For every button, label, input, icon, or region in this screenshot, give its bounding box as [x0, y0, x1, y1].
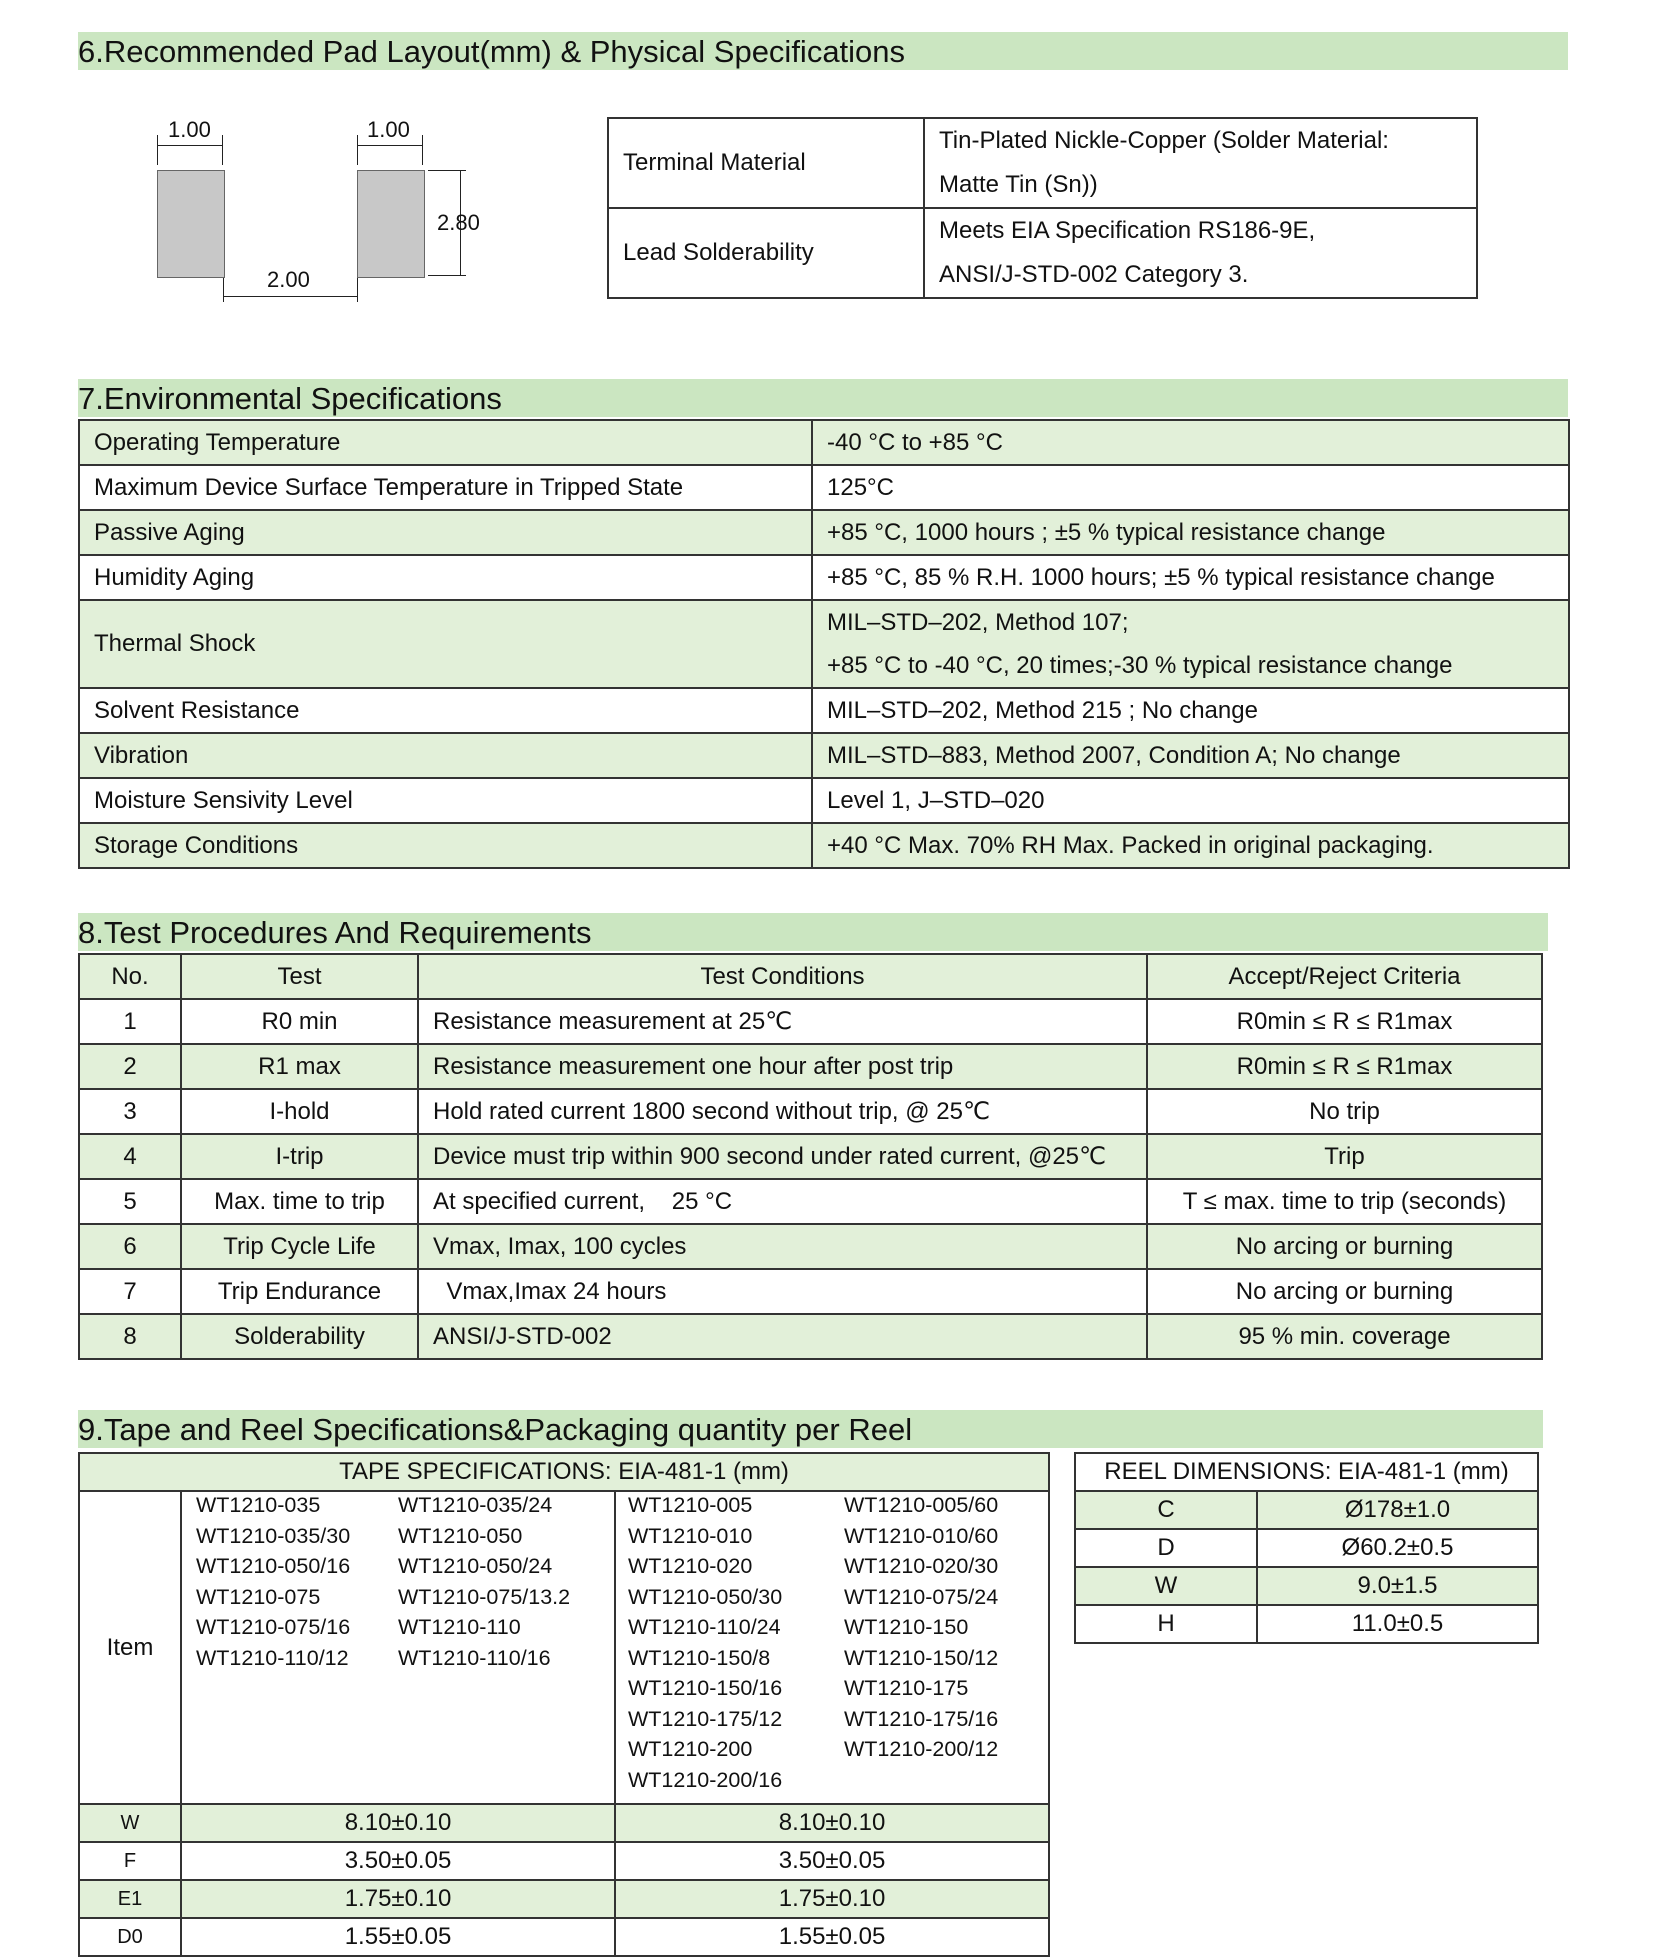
part-number: WT1210-020 — [628, 1554, 753, 1578]
table-row: 8 Solderability ANSI/J-STD-002 95 % min. coverage — [79, 1314, 1542, 1359]
part-number: WT1210-200 — [628, 1737, 753, 1761]
part-number: WT1210-175/16 — [844, 1706, 999, 1731]
part-list — [398, 1490, 570, 1673]
part-number: WT1210-110/12 — [196, 1645, 349, 1670]
table-row: C Ø178±1.0 — [1075, 1491, 1538, 1529]
spec-value: Meets EIA Specification RS186-9E, ANSI/J-STD-002 Category 3. — [924, 208, 1477, 298]
part-number: WT1210-175/12 — [628, 1706, 783, 1731]
table-row: Thermal Shock MIL–STD–202, Method 107; +85 °C to -40 °C, 20 times;-30 % typical resistance change — [79, 600, 1569, 688]
col-header: Accept/Reject Criteria — [1147, 954, 1542, 999]
section-9-title: 9.Tape and Reel Specifications&Packaging quantity per Reel — [78, 1410, 1543, 1448]
table-row: Vibration MIL–STD–883, Method 2007, Condition A; No change — [79, 733, 1569, 778]
item-label: Item — [79, 1491, 181, 1804]
col-header: Test Conditions — [418, 954, 1147, 999]
table-row: 2 R1 max Resistance measurement one hour after post trip R0min ≤ R ≤ R1max — [79, 1044, 1542, 1089]
table-row: D Ø60.2±0.5 — [1075, 1529, 1538, 1567]
part-number: WT1210-075/13.2 — [398, 1584, 571, 1609]
spec-label: Lead Solderability — [608, 208, 924, 298]
part-number: WT1210-150/12 — [844, 1645, 999, 1670]
part-number: WT1210-010/60 — [844, 1523, 999, 1548]
part-number: WT1210-005/60 — [844, 1493, 999, 1517]
part-list — [844, 1490, 998, 1765]
part-number: WT1210-110 — [398, 1615, 521, 1639]
table-row: Maximum Device Surface Temperature in Tripped State 125°C — [79, 465, 1569, 510]
dim-pad1-width: 1.00 — [168, 117, 211, 142]
table-header-row — [79, 1453, 1049, 1491]
part-list — [196, 1490, 350, 1673]
table-header-row — [1075, 1453, 1538, 1491]
table-row: Solvent Resistance MIL–STD–202, Method 215 ; No change — [79, 688, 1569, 733]
table-row: E1 1.75±0.10 1.75±0.10 — [79, 1880, 1049, 1918]
table-row: Operating Temperature -40 °C to +85 °C — [79, 420, 1569, 465]
tape-spec-header: TAPE SPECIFICATIONS: EIA-481-1 (mm) — [79, 1453, 1049, 1491]
reel-dimensions-table — [1074, 1452, 1539, 1644]
table-row: 3 I-hold Hold rated current 1800 second without trip, @ 25℃ No trip — [79, 1089, 1542, 1134]
left-pad — [157, 170, 225, 278]
section-7-title: 7.Environmental Specifications — [78, 379, 1568, 417]
table-row: Storage Conditions +40 °C Max. 70% RH Max. Packed in original packaging. — [79, 823, 1569, 868]
table-row: 7 Trip Endurance Vmax,Imax 24 hours No arcing or burning — [79, 1269, 1542, 1314]
physical-spec-table — [607, 117, 1478, 299]
table-row: F 3.50±0.05 3.50±0.05 — [79, 1842, 1049, 1880]
test-procedures-table — [78, 953, 1543, 1360]
part-number: WT1210-150/8 — [628, 1645, 771, 1670]
part-number: WT1210-075/16 — [196, 1615, 351, 1639]
col-header: No. — [79, 954, 181, 999]
table-row: Humidity Aging +85 °C, 85 % R.H. 1000 hours; ±5 % typical resistance change — [79, 555, 1569, 600]
table-row — [79, 1491, 1049, 1804]
table-row: 5 Max. time to trip At specified current, 25 °C T ≤ max. time to trip (seconds) — [79, 1179, 1542, 1224]
dim-pad2-width: 1.00 — [367, 117, 410, 142]
part-list — [628, 1490, 782, 1795]
table-row: W 8.10±0.10 8.10±0.10 — [79, 1804, 1049, 1842]
table-row — [608, 118, 1477, 208]
environmental-spec-table — [78, 419, 1570, 869]
dim-pad-height: 2.80 — [437, 210, 480, 235]
part-number: WT1210-050/30 — [628, 1584, 783, 1609]
col-header: Test — [181, 954, 418, 999]
reel-dim-header: REEL DIMENSIONS: EIA-481-1 (mm) — [1075, 1453, 1538, 1491]
part-number: WT1210-150 — [844, 1615, 969, 1639]
part-number: WT1210-200/12 — [844, 1737, 999, 1761]
part-number: WT1210-005 — [628, 1493, 753, 1517]
part-number: WT1210-035/30 — [196, 1523, 351, 1548]
part-number: WT1210-110/16 — [398, 1645, 551, 1670]
table-row: D0 1.55±0.05 1.55±0.05 — [79, 1918, 1049, 1956]
part-number: WT1210-200/16 — [628, 1767, 783, 1792]
section-8-title: 8.Test Procedures And Requirements — [78, 913, 1548, 951]
table-header-row — [79, 954, 1542, 999]
table-row: 1 R0 min Resistance measurement at 25℃ R0min ≤ R ≤ R1max — [79, 999, 1542, 1044]
part-number: WT1210-035 — [196, 1493, 321, 1517]
part-number: WT1210-050/24 — [398, 1554, 553, 1578]
part-number: WT1210-050 — [398, 1523, 523, 1548]
table-row: H 11.0±0.5 — [1075, 1605, 1538, 1643]
part-group-2 — [615, 1491, 1049, 1804]
part-number: WT1210-075 — [196, 1584, 321, 1609]
spec-label: Terminal Material — [608, 118, 924, 208]
right-pad — [357, 170, 425, 278]
tape-spec-table — [78, 1452, 1050, 1957]
part-number: WT1210-035/24 — [398, 1493, 553, 1517]
part-number: WT1210-175 — [844, 1676, 969, 1700]
part-number: WT1210-050/16 — [196, 1554, 351, 1578]
table-row — [608, 208, 1477, 298]
table-row: W 9.0±1.5 — [1075, 1567, 1538, 1605]
part-number: WT1210-075/24 — [844, 1584, 999, 1609]
part-number: WT1210-010 — [628, 1523, 753, 1548]
spec-value: Tin-Plated Nickle-Copper (Solder Material: Matte Tin (Sn)) — [924, 118, 1477, 208]
part-group-1 — [181, 1491, 615, 1804]
table-row: Moisture Sensivity Level Level 1, J–STD–020 — [79, 778, 1569, 823]
section-6-title: 6.Recommended Pad Layout(mm) & Physical Specifications — [78, 32, 1568, 70]
part-number: WT1210-020/30 — [844, 1554, 999, 1578]
part-number: WT1210-110/24 — [628, 1615, 781, 1639]
table-row: Passive Aging +85 °C, 1000 hours ; ±5 % typical resistance change — [79, 510, 1569, 555]
table-row: 6 Trip Cycle Life Vmax, Imax, 100 cycles No arcing or burning — [79, 1224, 1542, 1269]
dim-pad-gap: 2.00 — [267, 267, 310, 292]
part-number: WT1210-150/16 — [628, 1676, 783, 1700]
table-row: 4 I-trip Device must trip within 900 second under rated current, @25℃ Trip — [79, 1134, 1542, 1179]
